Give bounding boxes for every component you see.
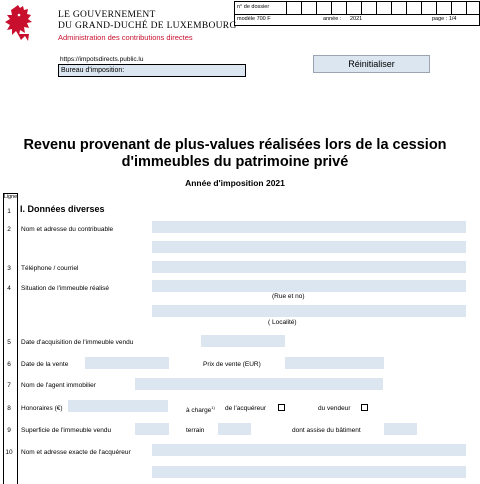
line-number: 4 xyxy=(7,285,11,292)
dossier-info-grid xyxy=(234,1,480,26)
taxpayer-address-input[interactable] xyxy=(152,241,466,253)
taxpayer-name-input[interactable] xyxy=(152,221,466,233)
line-number: 7 xyxy=(7,382,11,389)
agent-name-label: Nom de l'agent immobilier xyxy=(21,382,96,389)
line-number: 8 xyxy=(7,405,11,412)
section-title: I. Données diverses xyxy=(20,204,105,214)
phone-email-input[interactable] xyxy=(152,261,466,273)
bureau-imposition-field[interactable] xyxy=(58,64,246,77)
line-number: 5 xyxy=(7,339,11,346)
org-name-line1: LE GOUVERNEMENT xyxy=(58,10,156,20)
buyer-name-label: Nom et adresse exacte de l'acquéreur xyxy=(21,449,131,456)
line-number: 1 xyxy=(7,208,11,215)
sale-date-label: Date de la vente xyxy=(21,361,69,368)
acquisition-date-input[interactable] xyxy=(201,335,285,347)
surface-input[interactable] xyxy=(135,423,169,435)
org-administration: Administration des contributions directes xyxy=(58,33,193,42)
buyer-charge-checkbox[interactable] xyxy=(278,404,285,411)
ligne-header: Ligne xyxy=(3,194,18,200)
sale-price-input[interactable] xyxy=(285,357,384,369)
year-value: 2021 xyxy=(350,16,363,22)
bureau-imposition-label: Bureau d'imposition: xyxy=(61,67,125,74)
sale-price-label: Prix de vente (EUR) xyxy=(203,361,261,368)
charge-text: à charge xyxy=(186,407,212,415)
footnote-marker: 1) xyxy=(211,405,215,410)
surface-label: Superficie de l'immeuble vendu xyxy=(21,427,112,434)
org-name-line2: DU GRAND-DUCHÉ DE LUXEMBOURG xyxy=(58,21,237,31)
seller-charge-label: du vendeur xyxy=(318,405,351,412)
charge-label xyxy=(186,405,215,414)
land-label: terrain xyxy=(186,427,205,434)
seller-charge-checkbox[interactable] xyxy=(361,404,368,411)
tax-year-subtitle: Année d'imposition 2021 xyxy=(185,178,285,188)
building-base-label: dont assise du bâtiment xyxy=(292,427,361,434)
page-number: page : 1/4 xyxy=(432,16,457,22)
property-street-input[interactable] xyxy=(152,280,466,292)
model-number: modèle 700 F xyxy=(237,16,271,22)
building-base-input[interactable] xyxy=(384,423,417,435)
dossier-label: n° de dossier xyxy=(237,4,270,10)
taxpayer-name-label: Nom et adresse du contribuable xyxy=(21,226,114,233)
locality-caption: ( Localité) xyxy=(268,319,297,326)
page-title-line2: d'immeubles du patrimoine privé xyxy=(121,154,349,170)
buyer-charge-label: de l'acquéreur xyxy=(225,405,266,412)
line-number: 6 xyxy=(7,361,11,368)
property-locality-input[interactable] xyxy=(152,305,466,317)
line-number: 2 xyxy=(7,226,11,233)
line-number: 9 xyxy=(7,427,11,434)
agent-name-input[interactable] xyxy=(135,378,383,390)
acquisition-date-label: Date d'acquisition de l'immeuble vendu xyxy=(21,339,134,346)
street-caption: (Rue et no) xyxy=(272,293,305,300)
sale-date-input[interactable] xyxy=(85,357,169,369)
reset-button[interactable]: Réinitialiser xyxy=(313,55,430,73)
buyer-name-input[interactable] xyxy=(152,444,466,456)
lion-icon xyxy=(4,4,38,42)
fees-input[interactable] xyxy=(68,400,168,412)
year-label: année : xyxy=(323,16,342,22)
property-location-label: Situation de l'immeuble réalisé xyxy=(21,285,109,292)
line-number: 3 xyxy=(7,265,11,272)
website-url: https://impotsdirects.public.lu xyxy=(60,56,144,63)
page-title-line1: Revenu provenant de plus-values réalisées lors de la cession xyxy=(23,137,447,153)
phone-email-label: Téléphone / courriel xyxy=(21,265,79,272)
buyer-address-input[interactable] xyxy=(152,466,466,478)
land-input[interactable] xyxy=(218,423,251,435)
line-number: 10 xyxy=(5,449,13,456)
fees-label: Honoraires (€) xyxy=(21,405,63,412)
